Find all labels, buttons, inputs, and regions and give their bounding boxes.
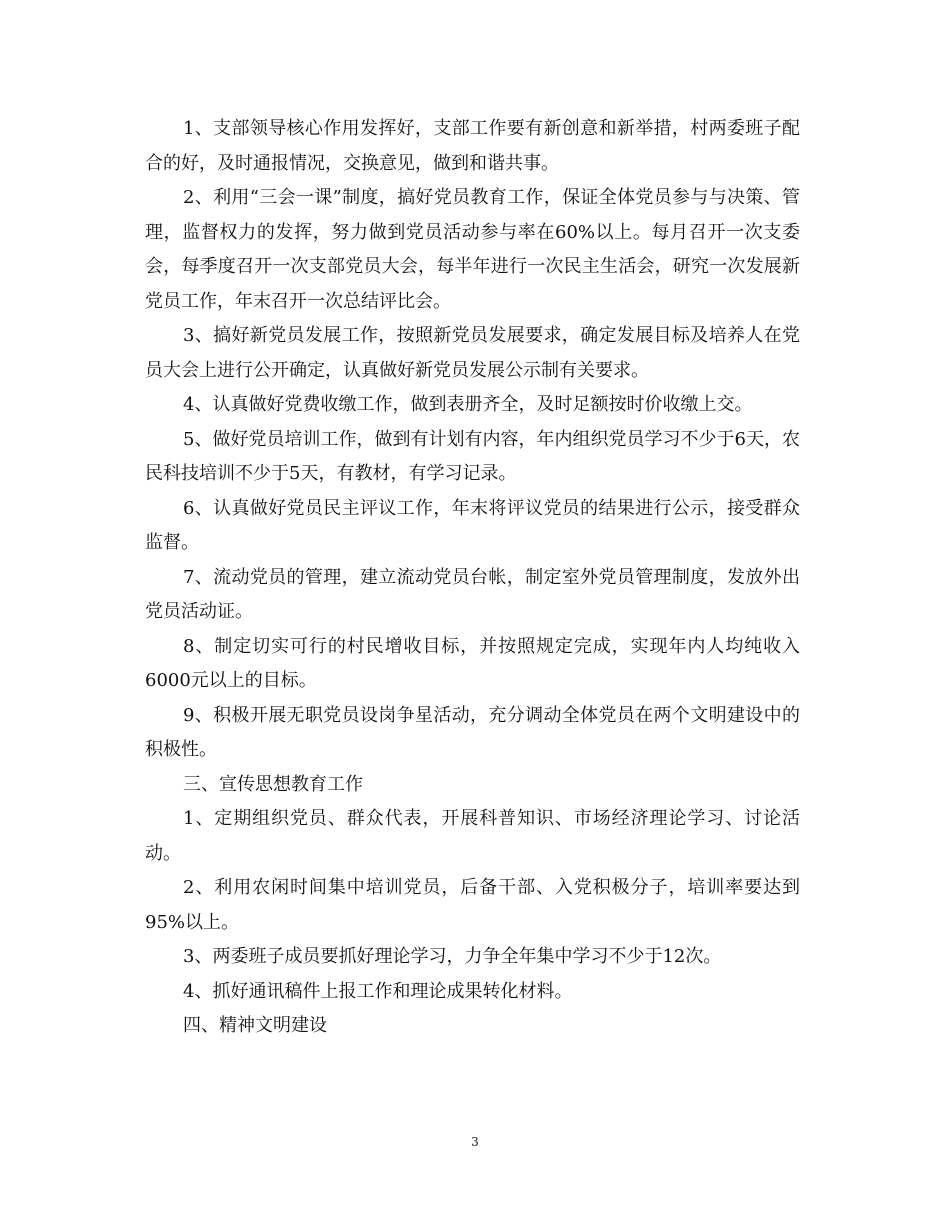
paragraph-star-activity: 9、积极开展无职党员设岗争星活动，充分调动全体党员在两个文明建设中的积极性。 [145, 704, 800, 760]
page-number: 3 [471, 1135, 479, 1149]
paragraph-theory-study: 3、两委班子成员要抓好理论学习，力争全年集中学习不少于12次。 [183, 946, 722, 967]
paragraph-democratic-review: 6、认真做好党员民主评议工作，年末将评议党员的结果进行公示，接受群众监督。 [145, 497, 800, 553]
section-heading-civilization: 四、精神文明建设 [183, 1015, 327, 1036]
paragraph-science-study: 1、定期组织党员、群众代表，开展科普知识、市场经济理论学习、讨论活动。 [145, 808, 800, 864]
document-body [145, 112, 800, 1044]
paragraph-income-goal: 8、制定切实可行的村民增收目标，并按照规定完成，实现年内人均纯收入6000元以上的目标。 [145, 635, 800, 691]
paragraph-new-members: 3、搞好新党员发展工作，按照新党员发展要求，确定发展目标及培养人在党员大会上进行公开确定，认真做好新党员发展公示制有关要求。 [145, 325, 800, 381]
paragraph-party-dues: 4、认真做好党费收缴工作，做到表册齐全，及时足额按时价收缴上交。 [183, 394, 753, 415]
paragraph-party-leadership: 1、支部领导核心作用发挥好，支部工作要有新创意和新举措，村两委班子配合的好，及时通报情况，交换意见，做到和谐共事。 [145, 118, 800, 174]
section-heading-education: 三、宣传思想教育工作 [183, 773, 363, 795]
paragraph-mobile-members: 7、流动党员的管理，建立流动党员台帐，制定室外党员管理制度，发放外出党员活动证。 [145, 566, 800, 622]
paragraph-member-training: 5、做好党员培训工作，做到有计划有内容，年内组织党员学习不少于6天，农民科技培训不少于5天，有教材，有学习记录。 [145, 428, 800, 484]
paragraph-news-reports: 4、抓好通讯稿件上报工作和理论成果转化材料。 [183, 980, 573, 1002]
paragraph-slack-season-training: 2、利用农闲时间集中培训党员，后备干部、入党积极分子，培训率要达到95%以上。 [145, 877, 800, 933]
paragraph-three-meetings: 2、利用“三会一课”制度，搞好党员教育工作，保证全体党员参与与决策、管理，监督权力的发挥，努力做到党员活动参与率在60%以上。每月召开一次支委会，每季度召开一次支部党员大会，每半年进行一次民主生活会，研究一次发展新党员工作，年末召开一次总结评比会。 [145, 187, 800, 312]
